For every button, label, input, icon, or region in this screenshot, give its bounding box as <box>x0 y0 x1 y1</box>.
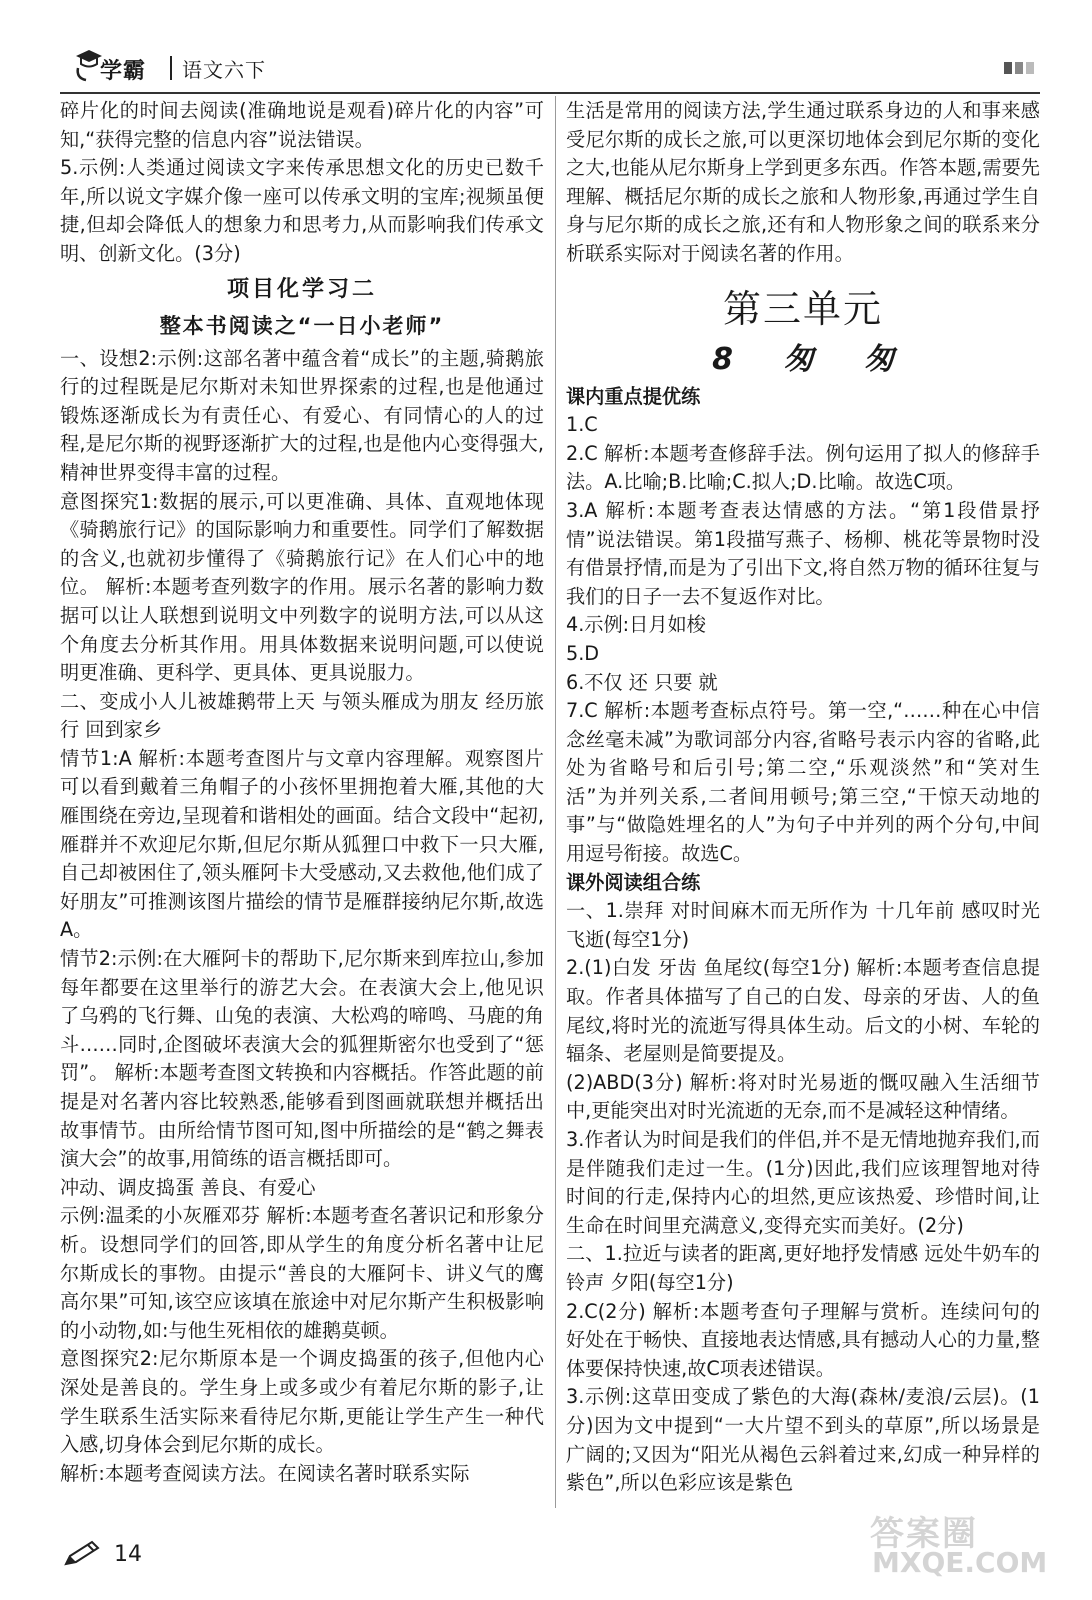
subject-title: 语文六下 <box>182 58 266 82</box>
answer-item: 2.C 解析:本题考查修辞手法。例句运用了拟人的修辞手法。A.比喻;B.比喻;C.拟人;D.比喻。故选C项。 <box>566 441 1040 494</box>
answer-item: 冲动、调皮捣蛋 善良、有爱心 <box>60 1175 316 1199</box>
answer-item: 3.示例:这草田变成了紫色的大海(森林/麦浪/云层)。(1分)因为文中提到“一大片望不到头的草原”,所以场景是广阔的;又因为“阳光从褐色云斜着过来,幻成一种异样的紫色”,所以色彩应该是紫色 <box>566 1385 1040 1495</box>
unit-title: 第三单元 <box>722 286 883 331</box>
answer-item: 2.(1)白发 牙齿 鱼尾纹(每空1分) 解析:本题考查信息提取。作者具体描写了自己的白发、母亲的牙齿、人的鱼尾纹,将时光的流逝写得具体生动。后文的小树、车轮的辐条、老屋则是简要提及。 <box>566 956 1040 1066</box>
answer-paragraph: 碎片化的时间去阅读(准确地说是观看)碎片化的内容”可知,“获得完整的信息内容”说法错误。 <box>60 99 544 151</box>
page-number: 14 <box>114 1542 142 1567</box>
section-title: 项目化学习二 <box>226 276 377 302</box>
header-separator <box>170 56 172 80</box>
exercise-heading: 课外阅读组合练 <box>566 870 701 894</box>
left-column <box>60 97 544 1488</box>
answer-paragraph: 生活是常用的阅读方法,学生通过联系身边的人和事来感受尼尔斯的成长之旅,可以更深切地体会到尼尔斯的变化之大,也能从尼尔斯身上学到更多东西。作答本题,需要先理解、概括尼尔斯的成长之旅和人物形象,再通过学生自身与尼尔斯的成长之旅,还有和人物形象之间的联系来分析联系实际对于阅读名著的作用。 <box>566 99 1040 265</box>
answer-item: 意图探究1:数据的展示,可以更准确、具体、直观地体现《骑鹅旅行记》的国际影响力和重要性。同学们了解数据的含义,也就初步懂得了《骑鹅旅行记》在人们心中的地位。 解析:本题考查列数字的作用。展示名著的影响力数据可以让人联想到说明文中列数字的说明方法,可以从这个角度去分析其作用。用具体数据来说明问题,可以使说明更准确、更科学、更具体、更具说服力。 <box>60 489 544 685</box>
header-rule <box>60 92 1040 94</box>
watermark: 答案圈 <box>870 1514 978 1554</box>
exercise-heading: 课内重点提优练 <box>566 384 701 408</box>
answer-item: 6.不仅 还 只要 就 <box>566 670 718 694</box>
answer-item: 意图探究2:尼尔斯原本是一个调皮捣蛋的孩子,但他内心深处是善良的。学生身上或多或少有着尼尔斯的影子,让学生联系生活实际来看待尼尔斯,更能让学生产生一种代入感,切身体会到尼尔斯的成长。 <box>60 1347 544 1457</box>
answer-item: 情节2:示例:在大雁阿卡的帮助下,尼尔斯来到库拉山,参加每年都要在这里举行的游艺大会。在表演大会上,他见识了乌鸦的飞行舞、山兔的表演、大松鸡的啼鸣、马鹿的角斗……同时,企图破坏表演大会的狐狸斯密尔也受到了“惩罚”。 解析:本题考查图文转换和内容概括。作答此题的前提是对名著内容比较熟悉,能够看到图画就联想并概括出故事情节。由所给情节图可知,图中所描绘的是“鹤之舞表演大会”的故事,用简练的语言概括即可。 <box>60 947 544 1171</box>
answer-item: 3.A 解析:本题考查表达情感的方法。“第1段借景抒情”说法错误。第1段描写燕子、杨柳、桃花等景物时没有借景抒情,而是为了引出下文,将自然万物的循环往复与我们的日子一去不复返作对比。 <box>566 498 1040 608</box>
corner-decoration <box>1004 62 1034 74</box>
answer-item: (2)ABD(3分) 解析:将对时光易逝的慨叹融入生活细节中,更能突出对时光流逝的无奈,而不是减轻这种情绪。 <box>566 1070 1040 1123</box>
answer-item: 情节1:A 解析:本题考查图片与文章内容理解。观察图片可以看到戴着三角帽子的小孩怀里拥抱着大雁,其他的大雁围绕在旁边,呈现着和谐相处的画面。结合文段中“起初,雁群并不欢迎尼尔斯,但尼尔斯从狐狸口中救下一只大雁,自己却被困住了,领头雁阿卡大受感动,又去救他,他们成了好朋友”可推测该图片描绘的情节是雁群接纳尼尔斯,故选A。 <box>60 746 544 942</box>
page-header <box>60 42 1040 90</box>
answer-item: 7.C 解析:本题考查标点符号。第一空,“……种在心中信念丝毫未减”为歌词部分内容,省略号表示内容的省略,此处为省略号和后引号;第二空,“乐观淡然”和“笑对生活”为并列关系,二者间用顿号;第三空,“干惊天动地的事”与“做隐姓埋名的人”为句子中并列的两个分句,中间用逗号衔接。故选C。 <box>566 699 1040 866</box>
lesson-title: 8 匆 匆 <box>712 341 894 377</box>
right-column <box>566 97 1040 1498</box>
column-divider <box>555 96 556 1508</box>
answer-item: 1.C <box>566 413 598 437</box>
answer-item: 5.示例:人类通过阅读文字来传承思想文化的历史已数千年,所以说文字媒介像一座可以传承文明的宝库;视频虽便捷,但却会降低人的想象力和思考力,从而影响我们传承文明、创新文化。(3分) <box>60 156 544 265</box>
answer-item: 2.C(2分) 解析:本题考查句子理解与赏析。连续问句的好处在于畅快、直接地表达情感,具有撼动人心的力量,整体要保持快速,故C项表述错误。 <box>566 1299 1040 1380</box>
answer-item: 二、1.拉近与读者的距离,更好地抒发情感 远处牛奶车的铃声 夕阳(每空1分) <box>566 1242 1040 1294</box>
answer-item: 5.D <box>566 641 600 665</box>
answer-item: 示例:温柔的小灰雁邓芬 解析:本题考查名著识记和形象分析。设想同学们的回答,即从学生的角度分析名著中让尼尔斯成长的事物。由提示“善良的大雁阿卡、讲义气的鹰高尔果”可知,该空应该填在旅途中对尼尔斯产生积极影响的小动物,如:与他生死相依的雄鹅莫顿。 <box>60 1204 544 1342</box>
answer-item: 一、1.崇拜 对时间麻木而无所作为 十几年前 感叹时光飞逝(每空1分) <box>566 899 1040 951</box>
brand-name: 学霸 <box>100 59 147 84</box>
answer-item: 解析:本题考查阅读方法。在阅读名著时联系实际 <box>60 1461 470 1485</box>
answer-item: 4.示例:日月如梭 <box>566 613 706 637</box>
pencil-icon <box>62 1540 102 1568</box>
answer-item: 3.作者认为时间是我们的伴侣,并不是无情地抛弃我们,而是伴随我们走过一生。(1分)因此,我们应该理智地对待时间的行走,保持内心的坦然,更应该热爱、珍惜时间,让生命在时间里充满意义,变得充实而美好。(2分) <box>566 1128 1040 1237</box>
section-subtitle: 整本书阅读之“一日小老师” <box>159 313 445 338</box>
answer-item: 二、变成小人儿被雄鹅带上天 与领头雁成为朋友 经历旅行 回到家乡 <box>60 689 544 742</box>
watermark-url: MXQE.COM <box>872 1546 1048 1579</box>
answer-item: 一、设想2:示例:这部名著中蕴含着“成长”的主题,骑鹅旅行的过程既是尼尔斯对未知世界探索的过程,也是他通过锻炼逐渐成长为有责任心、有爱心、有同情心的人的过程,是尼尔斯的视野逐渐扩大的过程,也是他内心变得强大,精神世界变得丰富的过程。 <box>60 346 544 484</box>
